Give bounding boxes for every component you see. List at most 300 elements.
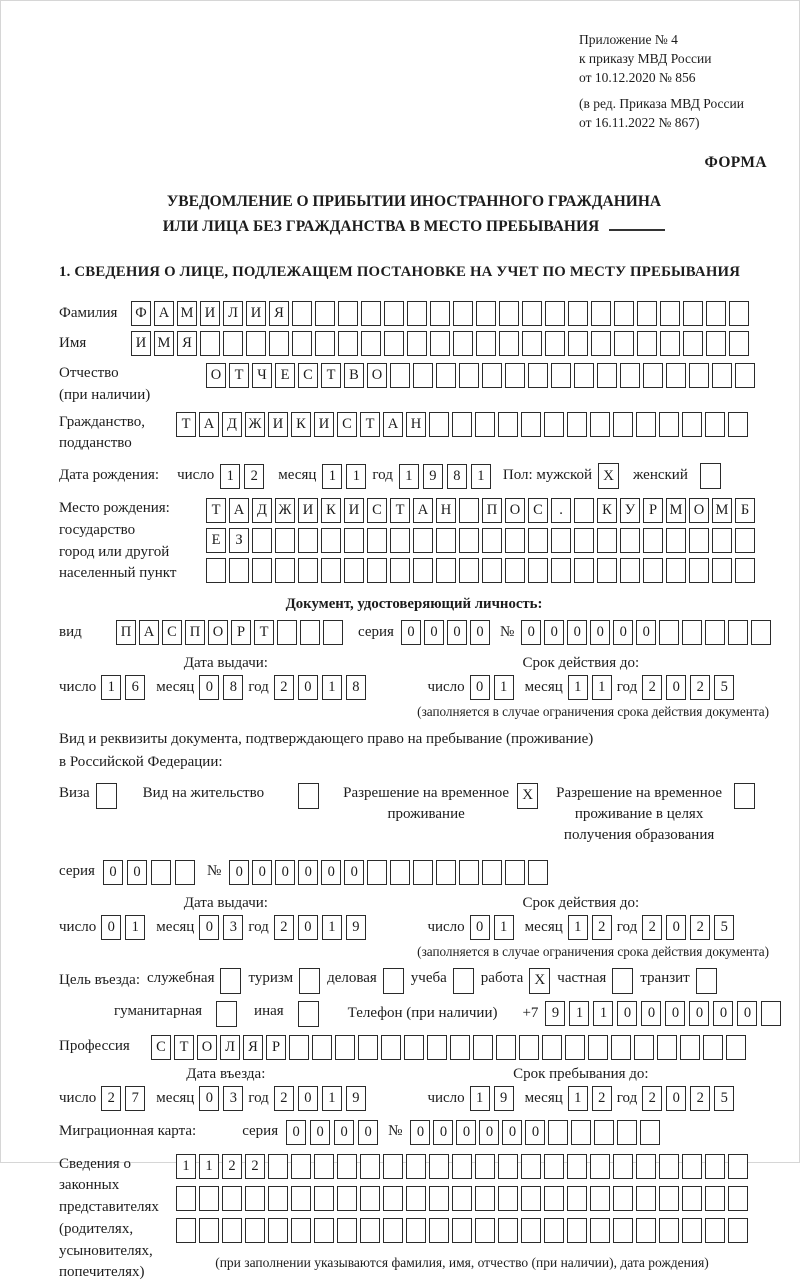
char-box[interactable] xyxy=(323,620,343,645)
char-box[interactable]: М xyxy=(154,331,174,356)
char-box[interactable] xyxy=(199,1186,219,1211)
char-box[interactable]: 2 xyxy=(274,675,294,700)
char-box[interactable]: 1 xyxy=(494,675,514,700)
char-box[interactable] xyxy=(682,412,702,437)
char-box[interactable]: Я xyxy=(243,1035,263,1060)
char-box[interactable] xyxy=(528,363,548,388)
char-box[interactable]: К xyxy=(597,498,617,523)
char-box[interactable] xyxy=(637,331,657,356)
char-box[interactable]: 2 xyxy=(245,1154,265,1179)
char-box[interactable]: 1 xyxy=(101,675,121,700)
purpose-tourism-checkbox[interactable] xyxy=(299,968,320,994)
char-box[interactable]: 2 xyxy=(690,915,710,940)
char-box[interactable]: У xyxy=(620,498,640,523)
char-box[interactable] xyxy=(544,1154,564,1179)
char-box[interactable]: Т xyxy=(206,498,226,523)
char-box[interactable] xyxy=(199,1218,219,1243)
char-box[interactable] xyxy=(452,1218,472,1243)
char-box[interactable] xyxy=(268,1218,288,1243)
char-box[interactable] xyxy=(453,301,473,326)
char-box[interactable] xyxy=(430,301,450,326)
char-box[interactable]: 2 xyxy=(274,915,294,940)
char-box[interactable] xyxy=(453,331,473,356)
char-box[interactable] xyxy=(499,301,519,326)
char-box[interactable]: 9 xyxy=(346,915,366,940)
char-box[interactable] xyxy=(360,1218,380,1243)
char-box[interactable] xyxy=(620,558,640,583)
char-box[interactable] xyxy=(544,1186,564,1211)
char-box[interactable] xyxy=(712,528,732,553)
char-box[interactable]: 0 xyxy=(689,1001,709,1026)
char-box[interactable] xyxy=(689,363,709,388)
char-box[interactable] xyxy=(430,331,450,356)
char-box[interactable]: 0 xyxy=(737,1001,757,1026)
char-box[interactable]: 2 xyxy=(642,1086,662,1111)
char-box[interactable]: 0 xyxy=(713,1001,733,1026)
char-box[interactable]: 1 xyxy=(176,1154,196,1179)
char-box[interactable]: 1 xyxy=(568,675,588,700)
char-box[interactable]: 8 xyxy=(447,464,467,489)
char-box[interactable] xyxy=(505,363,525,388)
char-box[interactable] xyxy=(246,331,266,356)
char-box[interactable] xyxy=(300,620,320,645)
char-box[interactable] xyxy=(729,301,749,326)
char-box[interactable] xyxy=(735,558,755,583)
char-box[interactable] xyxy=(551,558,571,583)
char-box[interactable] xyxy=(314,1186,334,1211)
char-box[interactable] xyxy=(436,558,456,583)
char-box[interactable]: К xyxy=(321,498,341,523)
sex-male-checkbox[interactable]: X xyxy=(598,463,619,489)
char-box[interactable] xyxy=(390,363,410,388)
char-box[interactable]: 3 xyxy=(223,1086,243,1111)
char-box[interactable] xyxy=(597,528,617,553)
char-box[interactable] xyxy=(567,1154,587,1179)
char-box[interactable] xyxy=(659,620,679,645)
char-box[interactable]: И xyxy=(200,301,220,326)
char-box[interactable] xyxy=(344,528,364,553)
char-box[interactable] xyxy=(314,1218,334,1243)
char-box[interactable] xyxy=(338,301,358,326)
char-box[interactable] xyxy=(406,1154,426,1179)
char-box[interactable] xyxy=(429,1186,449,1211)
char-box[interactable]: К xyxy=(291,412,311,437)
char-box[interactable] xyxy=(176,1218,196,1243)
char-box[interactable] xyxy=(567,1218,587,1243)
char-box[interactable]: 0 xyxy=(199,915,219,940)
char-box[interactable] xyxy=(613,1186,633,1211)
temp-residence-checkbox[interactable]: X xyxy=(517,783,538,809)
char-box[interactable]: В xyxy=(344,363,364,388)
char-box[interactable] xyxy=(245,1218,265,1243)
char-box[interactable] xyxy=(590,412,610,437)
char-box[interactable] xyxy=(588,1035,608,1060)
char-box[interactable] xyxy=(367,528,387,553)
char-box[interactable] xyxy=(594,1120,614,1145)
char-box[interactable]: 0 xyxy=(298,675,318,700)
char-box[interactable] xyxy=(222,1218,242,1243)
char-box[interactable] xyxy=(475,1186,495,1211)
char-box[interactable] xyxy=(459,528,479,553)
char-box[interactable]: 1 xyxy=(470,1086,490,1111)
char-box[interactable]: 0 xyxy=(103,860,123,885)
char-box[interactable] xyxy=(522,301,542,326)
char-box[interactable] xyxy=(475,1154,495,1179)
char-box[interactable] xyxy=(407,301,427,326)
char-box[interactable]: З xyxy=(229,528,249,553)
char-box[interactable] xyxy=(384,331,404,356)
char-box[interactable] xyxy=(568,331,588,356)
char-box[interactable]: 0 xyxy=(433,1120,453,1145)
char-box[interactable] xyxy=(383,1186,403,1211)
char-box[interactable] xyxy=(545,301,565,326)
char-box[interactable]: 1 xyxy=(471,464,491,489)
char-box[interactable] xyxy=(252,558,272,583)
char-box[interactable] xyxy=(476,331,496,356)
purpose-business-checkbox[interactable] xyxy=(383,968,404,994)
char-box[interactable]: Т xyxy=(360,412,380,437)
char-box[interactable]: 1 xyxy=(593,1001,613,1026)
char-box[interactable] xyxy=(275,528,295,553)
char-box[interactable]: Н xyxy=(406,412,426,437)
char-box[interactable]: С xyxy=(337,412,357,437)
char-box[interactable] xyxy=(544,1218,564,1243)
char-box[interactable] xyxy=(634,1035,654,1060)
char-box[interactable]: 3 xyxy=(223,915,243,940)
char-box[interactable] xyxy=(521,1186,541,1211)
char-box[interactable]: А xyxy=(383,412,403,437)
char-box[interactable]: А xyxy=(154,301,174,326)
char-box[interactable] xyxy=(726,1035,746,1060)
char-box[interactable]: 0 xyxy=(101,915,121,940)
char-box[interactable] xyxy=(528,528,548,553)
char-box[interactable] xyxy=(640,1120,660,1145)
char-box[interactable]: Р xyxy=(231,620,251,645)
char-box[interactable]: М xyxy=(177,301,197,326)
char-box[interactable] xyxy=(482,558,502,583)
char-box[interactable] xyxy=(496,1035,516,1060)
char-box[interactable] xyxy=(614,301,634,326)
char-box[interactable] xyxy=(498,412,518,437)
char-box[interactable]: И xyxy=(131,331,151,356)
char-box[interactable] xyxy=(643,363,663,388)
char-box[interactable]: 0 xyxy=(401,620,421,645)
char-box[interactable]: Л xyxy=(220,1035,240,1060)
char-box[interactable] xyxy=(636,1154,656,1179)
char-box[interactable]: 9 xyxy=(494,1086,514,1111)
char-box[interactable]: 0 xyxy=(470,620,490,645)
char-box[interactable]: 0 xyxy=(666,675,686,700)
char-box[interactable] xyxy=(682,1154,702,1179)
char-box[interactable] xyxy=(337,1154,357,1179)
char-box[interactable] xyxy=(521,1218,541,1243)
char-box[interactable]: 0 xyxy=(666,915,686,940)
char-box[interactable]: 0 xyxy=(470,915,490,940)
char-box[interactable] xyxy=(682,1218,702,1243)
char-box[interactable] xyxy=(404,1035,424,1060)
char-box[interactable] xyxy=(298,558,318,583)
char-box[interactable]: О xyxy=(367,363,387,388)
char-box[interactable]: 0 xyxy=(456,1120,476,1145)
purpose-work-checkbox[interactable]: X xyxy=(529,968,550,994)
char-box[interactable] xyxy=(268,1186,288,1211)
char-box[interactable] xyxy=(574,498,594,523)
char-box[interactable]: 0 xyxy=(199,1086,219,1111)
char-box[interactable] xyxy=(548,1120,568,1145)
char-box[interactable] xyxy=(413,528,433,553)
char-box[interactable] xyxy=(406,1218,426,1243)
char-box[interactable]: Д xyxy=(252,498,272,523)
char-box[interactable] xyxy=(703,1035,723,1060)
purpose-study-checkbox[interactable] xyxy=(453,968,474,994)
char-box[interactable]: Т xyxy=(390,498,410,523)
char-box[interactable]: Ч xyxy=(252,363,272,388)
char-box[interactable]: 1 xyxy=(199,1154,219,1179)
char-box[interactable]: И xyxy=(344,498,364,523)
char-box[interactable] xyxy=(222,1186,242,1211)
char-box[interactable] xyxy=(337,1218,357,1243)
char-box[interactable] xyxy=(383,1218,403,1243)
char-box[interactable] xyxy=(590,1218,610,1243)
char-box[interactable]: 0 xyxy=(127,860,147,885)
char-box[interactable] xyxy=(683,331,703,356)
char-box[interactable] xyxy=(528,860,548,885)
char-box[interactable] xyxy=(659,1218,679,1243)
char-box[interactable] xyxy=(521,412,541,437)
char-box[interactable] xyxy=(413,860,433,885)
char-box[interactable] xyxy=(252,528,272,553)
char-box[interactable]: 1 xyxy=(346,464,366,489)
char-box[interactable] xyxy=(705,1186,725,1211)
char-box[interactable] xyxy=(590,1186,610,1211)
char-box[interactable] xyxy=(291,1186,311,1211)
char-box[interactable]: Я xyxy=(269,301,289,326)
char-box[interactable]: 2 xyxy=(690,675,710,700)
char-box[interactable]: 0 xyxy=(321,860,341,885)
char-box[interactable] xyxy=(390,528,410,553)
char-box[interactable]: А xyxy=(199,412,219,437)
char-box[interactable] xyxy=(689,558,709,583)
char-box[interactable] xyxy=(429,1154,449,1179)
char-box[interactable]: Я xyxy=(177,331,197,356)
char-box[interactable] xyxy=(450,1035,470,1060)
char-box[interactable] xyxy=(705,1218,725,1243)
char-box[interactable] xyxy=(383,1154,403,1179)
char-box[interactable]: 0 xyxy=(334,1120,354,1145)
char-box[interactable] xyxy=(482,860,502,885)
char-box[interactable] xyxy=(636,1186,656,1211)
char-box[interactable] xyxy=(519,1035,539,1060)
char-box[interactable] xyxy=(498,1186,518,1211)
char-box[interactable] xyxy=(429,1218,449,1243)
char-box[interactable] xyxy=(574,363,594,388)
char-box[interactable] xyxy=(660,301,680,326)
char-box[interactable]: 9 xyxy=(545,1001,565,1026)
char-box[interactable] xyxy=(312,1035,332,1060)
char-box[interactable]: 0 xyxy=(298,1086,318,1111)
char-box[interactable]: 0 xyxy=(344,860,364,885)
char-box[interactable] xyxy=(151,860,171,885)
char-box[interactable] xyxy=(735,363,755,388)
char-box[interactable]: 5 xyxy=(714,675,734,700)
char-box[interactable] xyxy=(499,331,519,356)
char-box[interactable]: И xyxy=(246,301,266,326)
char-box[interactable] xyxy=(568,301,588,326)
char-box[interactable] xyxy=(321,528,341,553)
char-box[interactable]: И xyxy=(314,412,334,437)
char-box[interactable] xyxy=(666,528,686,553)
char-box[interactable]: С xyxy=(151,1035,171,1060)
char-box[interactable] xyxy=(574,528,594,553)
char-box[interactable] xyxy=(289,1035,309,1060)
purpose-transit-checkbox[interactable] xyxy=(696,968,717,994)
char-box[interactable]: 0 xyxy=(275,860,295,885)
temp-residence-edu-checkbox[interactable] xyxy=(734,783,755,809)
char-box[interactable] xyxy=(666,558,686,583)
char-box[interactable] xyxy=(315,331,335,356)
char-box[interactable] xyxy=(298,528,318,553)
char-box[interactable] xyxy=(459,498,479,523)
char-box[interactable] xyxy=(551,528,571,553)
char-box[interactable] xyxy=(358,1035,378,1060)
char-box[interactable]: С xyxy=(367,498,387,523)
char-box[interactable] xyxy=(729,331,749,356)
char-box[interactable]: 2 xyxy=(642,675,662,700)
char-box[interactable] xyxy=(620,363,640,388)
char-box[interactable]: 0 xyxy=(229,860,249,885)
char-box[interactable] xyxy=(590,1154,610,1179)
char-box[interactable] xyxy=(360,1154,380,1179)
char-box[interactable]: О xyxy=(208,620,228,645)
char-box[interactable] xyxy=(613,412,633,437)
char-box[interactable] xyxy=(728,412,748,437)
char-box[interactable]: 0 xyxy=(641,1001,661,1026)
char-box[interactable]: 0 xyxy=(502,1120,522,1145)
char-box[interactable]: 1 xyxy=(592,675,612,700)
purpose-private-checkbox[interactable] xyxy=(612,968,633,994)
char-box[interactable] xyxy=(751,620,771,645)
char-box[interactable] xyxy=(728,1186,748,1211)
char-box[interactable]: И xyxy=(268,412,288,437)
purpose-official-checkbox[interactable] xyxy=(220,968,241,994)
char-box[interactable] xyxy=(406,1186,426,1211)
char-box[interactable]: Т xyxy=(176,412,196,437)
char-box[interactable] xyxy=(591,331,611,356)
char-box[interactable]: 5 xyxy=(714,1086,734,1111)
char-box[interactable]: 1 xyxy=(568,1086,588,1111)
char-box[interactable]: Р xyxy=(266,1035,286,1060)
char-box[interactable] xyxy=(436,860,456,885)
char-box[interactable] xyxy=(611,1035,631,1060)
char-box[interactable] xyxy=(344,558,364,583)
char-box[interactable] xyxy=(643,528,663,553)
char-box[interactable]: П xyxy=(482,498,502,523)
char-box[interactable]: 2 xyxy=(244,464,264,489)
char-box[interactable] xyxy=(574,558,594,583)
char-box[interactable]: 2 xyxy=(690,1086,710,1111)
char-box[interactable]: О xyxy=(505,498,525,523)
char-box[interactable]: 0 xyxy=(310,1120,330,1145)
char-box[interactable] xyxy=(452,1154,472,1179)
char-box[interactable]: 0 xyxy=(666,1086,686,1111)
char-box[interactable]: 0 xyxy=(447,620,467,645)
residence-permit-checkbox[interactable] xyxy=(298,783,319,809)
char-box[interactable]: 2 xyxy=(274,1086,294,1111)
visa-checkbox[interactable] xyxy=(96,783,117,809)
char-box[interactable]: 1 xyxy=(322,675,342,700)
char-box[interactable] xyxy=(680,1035,700,1060)
char-box[interactable] xyxy=(223,331,243,356)
char-box[interactable]: П xyxy=(116,620,136,645)
char-box[interactable] xyxy=(705,620,725,645)
char-box[interactable]: 0 xyxy=(252,860,272,885)
char-box[interactable]: 2 xyxy=(222,1154,242,1179)
char-box[interactable] xyxy=(682,620,702,645)
char-box[interactable]: М xyxy=(712,498,732,523)
char-box[interactable] xyxy=(620,528,640,553)
char-box[interactable]: Л xyxy=(223,301,243,326)
char-box[interactable]: 1 xyxy=(569,1001,589,1026)
char-box[interactable] xyxy=(617,1120,637,1145)
char-box[interactable] xyxy=(436,363,456,388)
char-box[interactable]: 1 xyxy=(322,464,342,489)
char-box[interactable] xyxy=(459,860,479,885)
char-box[interactable] xyxy=(597,558,617,583)
char-box[interactable] xyxy=(482,363,502,388)
char-box[interactable]: О xyxy=(689,498,709,523)
char-box[interactable] xyxy=(659,1186,679,1211)
char-box[interactable]: Ж xyxy=(245,412,265,437)
char-box[interactable] xyxy=(728,1154,748,1179)
char-box[interactable] xyxy=(229,558,249,583)
char-box[interactable]: С xyxy=(528,498,548,523)
char-box[interactable]: 1 xyxy=(322,1086,342,1111)
char-box[interactable]: Ж xyxy=(275,498,295,523)
char-box[interactable]: С xyxy=(162,620,182,645)
char-box[interactable]: 1 xyxy=(322,915,342,940)
char-box[interactable] xyxy=(712,558,732,583)
char-box[interactable] xyxy=(475,412,495,437)
char-box[interactable] xyxy=(591,301,611,326)
char-box[interactable]: 0 xyxy=(636,620,656,645)
char-box[interactable]: 0 xyxy=(199,675,219,700)
char-box[interactable]: Т xyxy=(321,363,341,388)
char-box[interactable] xyxy=(522,331,542,356)
char-box[interactable] xyxy=(597,363,617,388)
char-box[interactable] xyxy=(277,620,297,645)
char-box[interactable] xyxy=(706,301,726,326)
char-box[interactable] xyxy=(291,1154,311,1179)
char-box[interactable]: 1 xyxy=(494,915,514,940)
char-box[interactable]: Р xyxy=(643,498,663,523)
char-box[interactable]: Т xyxy=(229,363,249,388)
char-box[interactable]: Н xyxy=(436,498,456,523)
char-box[interactable] xyxy=(337,1186,357,1211)
char-box[interactable] xyxy=(175,860,195,885)
char-box[interactable] xyxy=(505,528,525,553)
char-box[interactable] xyxy=(712,363,732,388)
char-box[interactable]: 8 xyxy=(223,675,243,700)
char-box[interactable]: 0 xyxy=(358,1120,378,1145)
char-box[interactable] xyxy=(473,1035,493,1060)
char-box[interactable] xyxy=(571,1120,591,1145)
char-box[interactable] xyxy=(614,331,634,356)
char-box[interactable] xyxy=(666,363,686,388)
char-box[interactable]: П xyxy=(185,620,205,645)
char-box[interactable] xyxy=(407,331,427,356)
char-box[interactable]: 1 xyxy=(399,464,419,489)
char-box[interactable]: 5 xyxy=(714,915,734,940)
